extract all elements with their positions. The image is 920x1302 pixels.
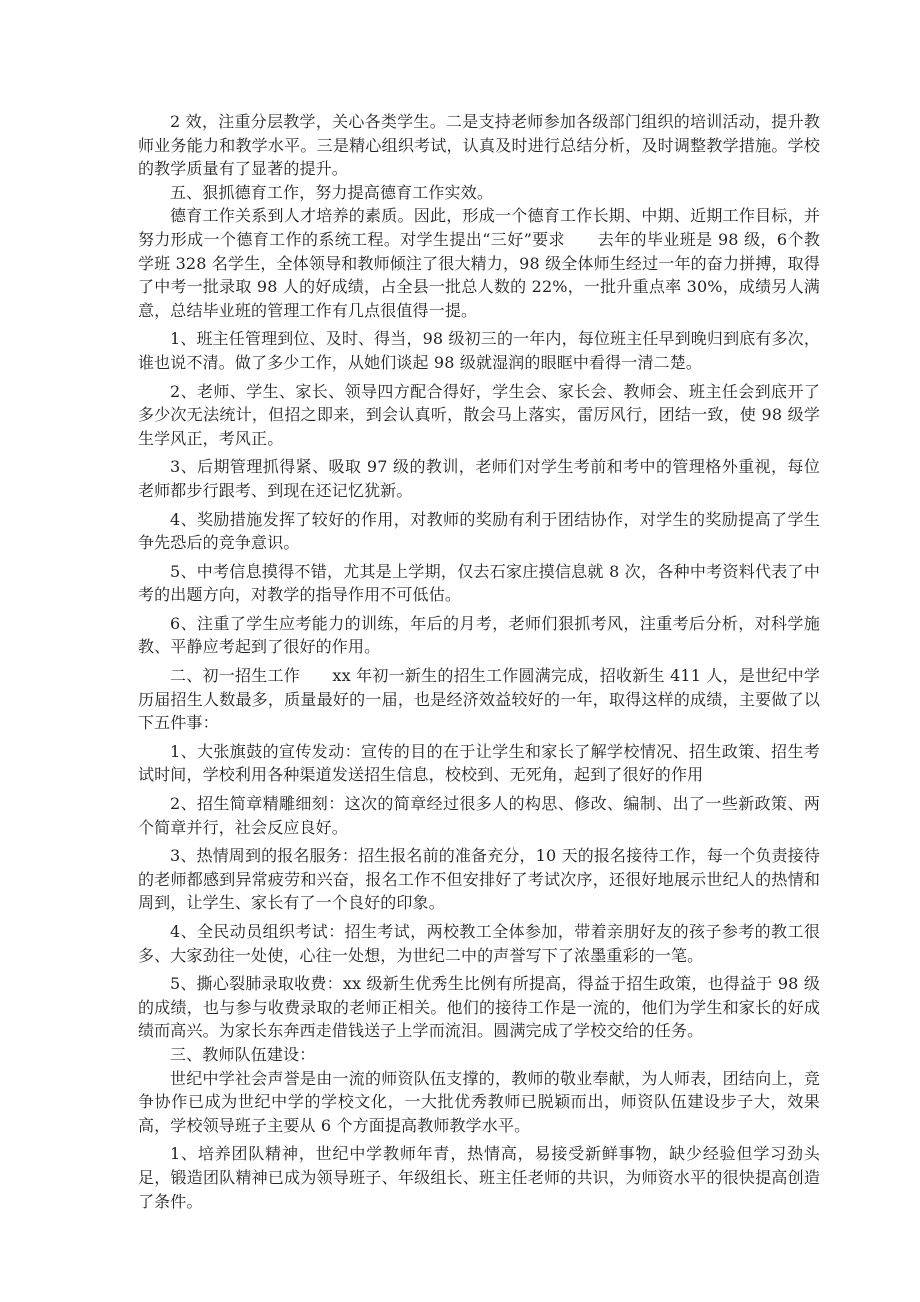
- paragraph-enrollment-item-3: 3、热情周到的报名服务：招生报名前的准备充分，10 天的报名接待工作，每一个负责接待的老师都感到异常疲劳和兴奋，报名工作不但安排好了考试次序，还很好地展示世纪人的热情和周到，让学生、家长有了一个良好的印象。: [138, 846, 820, 913]
- paragraph-teaching-quality: 2 效，注重分层教学，关心各类学生。二是支持老师参加各级部门组织的培训活动，提升教师业务能力和教学水平。三是精心组织考试，认真及时进行总结分析，及时调整教学措施。学校的教学质量有了显著的提升。: [138, 112, 820, 179]
- paragraph-enrollment-item-4: 4、全民动员组织考试：招生考试，两校教工全体参加，带着亲朋好友的孩子参考的教工很多、大家劲往一处使，心往一处想，为世纪二中的声誉写下了浓墨重彩的一笔。: [138, 922, 820, 965]
- paragraph-enrollment-item-1: 1、大张旗鼓的宣传发动：宣传的目的在于让学生和家长了解学校情况、招生政策、招生考试时间，学校利用各种渠道发送招生信息，校校到、无死角，起到了很好的作用: [138, 741, 820, 785]
- paragraph-enrollment-item-2: 2、招生简章精雕细刻：这次的简章经过很多人的构思、修改、编制、出了一些新政策、两个简章并行，社会反应良好。: [138, 794, 820, 837]
- paragraph-item-1-class-teacher: 1、班主任管理到位、及时、得当，98 级初三的一年内，每位班主任早到晚归到底有多次，谁也说不清。做了多少工作，从她们谈起 98 级就湿润的眼眶中看得一清二楚。: [138, 329, 820, 372]
- paragraph-item-5-exam-information: 5、中考信息摸得不错，尤其是上学期，仅去石家庄摸信息就 8 次，各种中考资料代表了中考的出题方向，对教学的指导作用不可低估。: [138, 561, 820, 605]
- paragraph-item-4-rewards: 4、奖励措施发挥了较好的作用，对教师的奖励有利于团结协作，对学生的奖励提高了学生争先恐后的竞争意识。: [138, 509, 820, 553]
- paragraph-item-3-late-management: 3、后期管理抓得紧、吸取 97 级的教训，老师们对学生考前和考中的管理格外重视，每位老师都步行跟考、到现在还记忆犹新。: [138, 457, 820, 500]
- paragraph-item-6-exam-ability: 6、注重了学生应考能力的训练，年后的月考，老师们狠抓考风，注重考后分析，对科学施教、平静应考起到了很好的作用。: [138, 613, 820, 657]
- heading-moral-education: 五、狠抓德育工作，努力提高德育工作实效。: [170, 182, 494, 202]
- paragraph-item-2-cooperation: 2、老师、学生、家长、领导四方配合得好，学生会、家长会、教师会、班主任会到底开了多少次无法统计，但招之即来，到会认真听，散会马上落实，雷厉风行，团结一致，使 98 级学生学风正，考风正。: [138, 381, 820, 448]
- paragraph-moral-education: 德育工作关系到人才培养的素质。因此，形成一个德育工作长期、中期、近期工作目标，并努力形成一个德育工作的系统工程。对学生提出“三好”要求 去年的毕业班是 98 级，6个教学班 328 名学生，全体领导和教师倾注了很大精力，98 级全体师生经过一年的奋力拼搏，取得了中考一批录取 98 人的好成绩，占全县一批总人数的 22%，一批升重点率 30%，成绩另人满意，总结毕业班的管理工作有几点很值得一提。: [138, 206, 820, 320]
- paragraph-teacher-team: 世纪中学社会声誉是由一流的师资队伍支撑的，教师的敬业奉献，为人师表，团结向上，竞争协作已成为世纪中学的学校文化，一大批优秀教师已脱颖而出，师资队伍建设步子大，效果高，学校领导班子主要从 6 个方面提高教师教学水平。: [138, 1068, 820, 1135]
- heading-teacher-team: 三、教师队伍建设：: [170, 1044, 316, 1064]
- paragraph-enrollment-work: 二、初一招生工作 xx 年初一新生的招生工作圆满完成，招收新生 411 人，是世纪中学历届招生人数最多，质量最好的一届，也是经济效益较好的一年，取得这样的成绩，主要做了以下五件事：: [138, 666, 820, 733]
- paragraph-enrollment-item-5: 5、撕心裂肺录取收费：xx 级新生优秀生比例有所提高，得益于招生政策，也得益于 98 级的成绩，也与参与收费录取的老师正相关。他们的接待工作是一流的，他们为学生和家长的好成绩而高兴。为家长东奔西走借钱送子上学而流泪。圆满完成了学校交给的任务。: [138, 974, 820, 1041]
- paragraph-teacher-item-1: 1、培养团队精神，世纪中学教师年青，热情高，易接受新鲜事物，缺少经验但学习劲头足，锻造团队精神已成为领导班子、年级组长、班主任老师的共识，为师资水平的很快提高创造了条件。: [138, 1144, 820, 1211]
